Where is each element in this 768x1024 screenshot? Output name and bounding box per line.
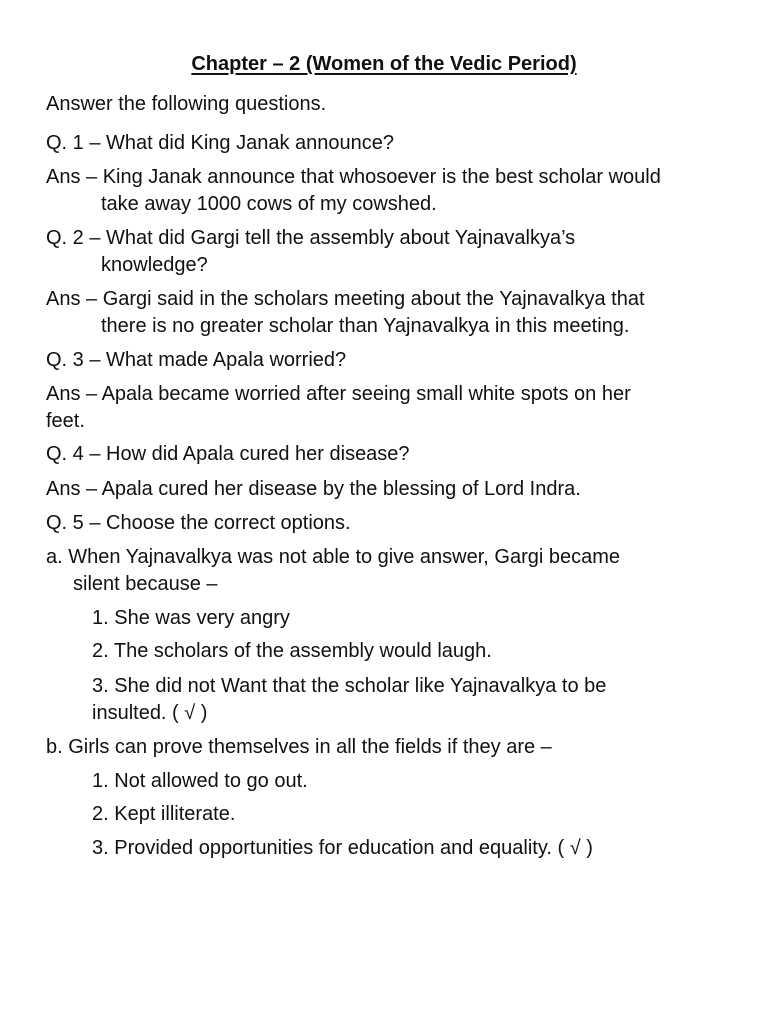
question-5: Q. 5 – Choose the correct options.	[46, 512, 351, 534]
part-a-option-3-line-2: insulted. ( √ )	[92, 702, 208, 724]
answer-3-line-2: feet.	[46, 410, 85, 432]
instruction-text: Answer the following questions.	[46, 93, 327, 115]
part-b-stem: b. Girls can prove themselves in all the fields if they are –	[46, 736, 552, 758]
question-1: Q. 1 – What did King Janak announce?	[46, 132, 395, 154]
answer-2-line-2: there is no greater scholar than Yajnavalkya in this meeting.	[101, 315, 630, 337]
part-b-option-2: 2. Kept illiterate.	[92, 803, 236, 825]
part-a-option-2: 2. The scholars of the assembly would laugh.	[92, 640, 492, 662]
part-a-option-3-line-1: 3. She did not Want that the scholar like Yajnavalkya to be	[92, 675, 607, 697]
answer-1-line-1: Ans – King Janak announce that whosoever is the best scholar would	[46, 166, 661, 188]
page-title: Chapter – 2 (Women of the Vedic Period)	[191, 53, 577, 75]
answer-2-line-1: Ans – Gargi said in the scholars meeting about the Yajnavalkya that	[46, 288, 645, 310]
question-4: Q. 4 – How did Apala cured her disease?	[46, 443, 410, 465]
part-a-stem-line-1: a. When Yajnavalkya was not able to give answer, Gargi became	[46, 546, 621, 568]
answer-1-line-2: take away 1000 cows of my cowshed.	[101, 193, 437, 215]
answer-3-line-1: Ans – Apala became worried after seeing small white spots on her	[46, 383, 631, 405]
part-b-option-3: 3. Provided opportunities for education and equality. ( √ )	[92, 837, 593, 859]
question-2-line-2: knowledge?	[101, 254, 208, 276]
question-2-line-1: Q. 2 – What did Gargi tell the assembly about Yajnavalkya’s	[46, 227, 576, 249]
part-a-stem-line-2: silent because –	[73, 573, 218, 595]
part-a-option-1: 1. She was very angry	[92, 607, 290, 629]
answer-4: Ans – Apala cured her disease by the blessing of Lord Indra.	[46, 478, 581, 500]
question-3: Q. 3 – What made Apala worried?	[46, 349, 347, 371]
part-b-option-1: 1. Not allowed to go out.	[92, 770, 308, 792]
